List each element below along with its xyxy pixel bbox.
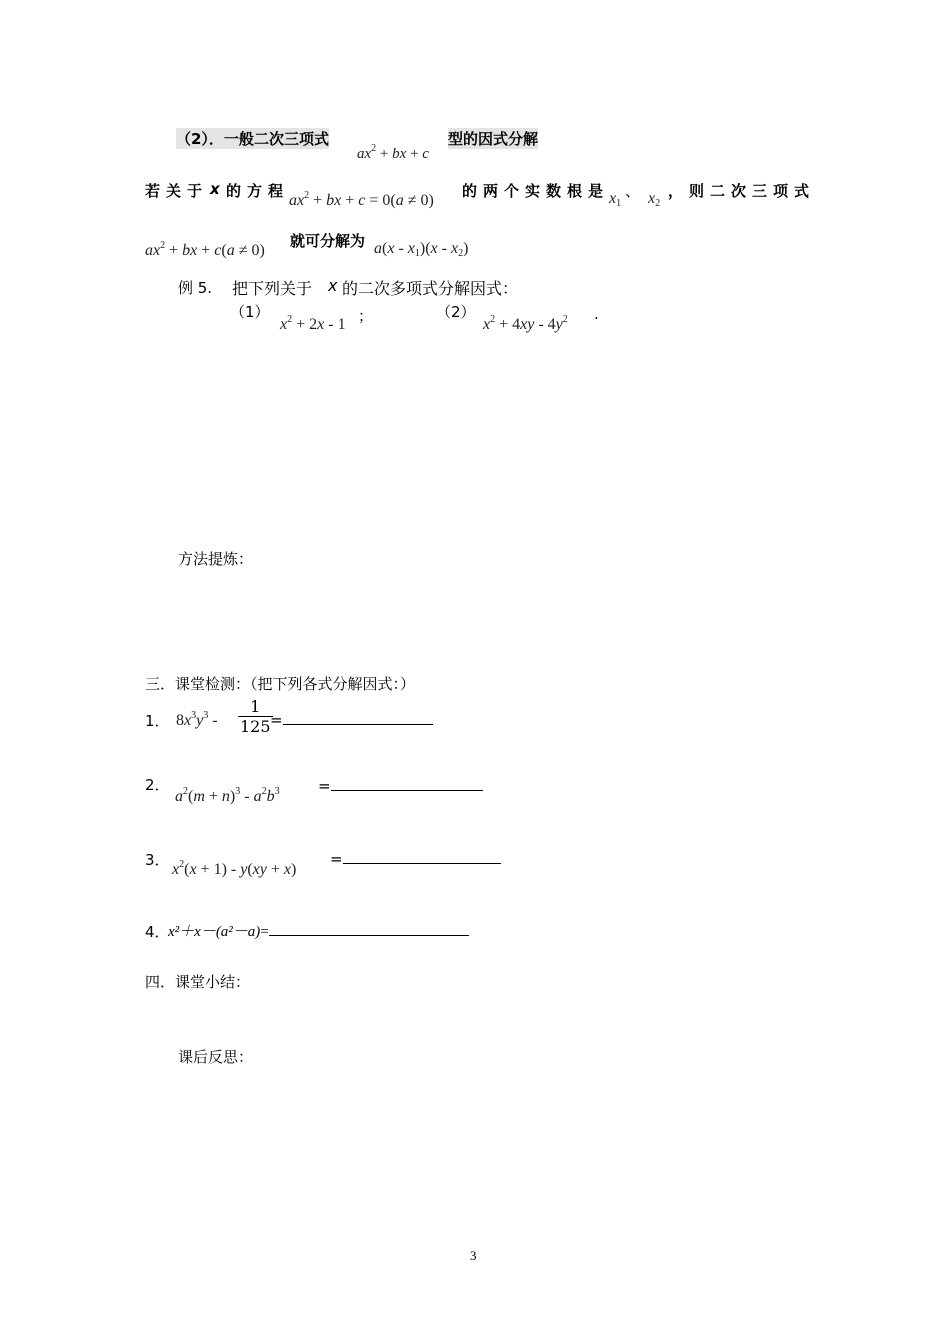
q2-answer-blank[interactable]	[331, 776, 483, 791]
theorem-text-1: 若关于	[145, 182, 209, 200]
q1-fraction	[238, 698, 273, 737]
q1-equals	[270, 710, 433, 729]
theorem-text-3: 的两个实数根是	[462, 182, 610, 200]
q1-answer-blank[interactable]	[283, 710, 433, 725]
theorem-result: $a(x - x_1)(x - x_2)$	[374, 240, 469, 259]
q2-label: 2．	[145, 776, 170, 794]
theorem-expression: $ax^2$ + bx + c(a ≠ 0)	[145, 240, 265, 259]
q4-expression-wrap	[168, 920, 469, 941]
q4-label: 4．	[145, 923, 170, 941]
q2-equals-sign: =	[318, 777, 331, 795]
example5-var-x: x	[328, 276, 338, 295]
method-label: 方法提炼：	[178, 550, 254, 568]
q3-equals	[330, 849, 501, 868]
section2-heading-part1: （2）．一般二次三项式	[176, 130, 329, 148]
theorem-root-2: $x_2$	[648, 190, 661, 209]
q1-label: 1．	[145, 712, 170, 730]
example5-item1-expression: $x^2 + 2x - 1$	[280, 314, 346, 333]
theorem-text-2: 的方程	[226, 182, 290, 200]
page-number: 3	[470, 1248, 477, 1263]
q3-label: 3．	[145, 851, 170, 869]
reflection-label: 课后反思：	[178, 1048, 254, 1066]
q2-equals	[318, 776, 483, 795]
theorem-var-x: x	[210, 180, 220, 198]
example5-item2-expression: $x^2 + 4xy - 4y^2$	[483, 314, 568, 333]
example5-text-2: 的二次多项式分解因式：	[342, 279, 519, 298]
theorem-separator: 、	[625, 182, 641, 200]
q4-equals-sign: =	[260, 924, 269, 940]
section2-heading-math: $ax^2$ + bx + c	[357, 143, 429, 162]
q1-expression: $8x^3y^3$ -	[176, 710, 218, 729]
theorem-equation: $ax^2$ + bx + c = 0(a ≠ 0)	[289, 190, 434, 209]
example5-item1-label: （1）	[230, 303, 270, 321]
q4-expression: x²＋x－(a²－a)	[168, 924, 261, 940]
theorem-text-4: ，则二次三项式	[668, 182, 816, 200]
example5-item1-end: ；	[358, 307, 374, 325]
theorem-text-5: 就可分解为	[290, 232, 366, 250]
q4-answer-blank[interactable]	[269, 921, 469, 936]
q1-equals-sign: =	[270, 711, 283, 729]
q2-expression: $a^2(m + n)^3 - a^2b^3$	[175, 786, 280, 805]
q1-denominator: 125	[240, 717, 271, 736]
section3-heading: 三．课堂检测：（把下列各式分解因式：）	[145, 675, 416, 693]
section2-heading-part2: 型的因式分解	[448, 130, 539, 148]
section4-heading: 四．课堂小结：	[145, 973, 251, 991]
theorem-root-1: $x_1$	[609, 190, 622, 209]
q3-equals-sign: =	[330, 850, 343, 868]
example5-item2-label: （2）	[436, 303, 476, 321]
q3-expression: $x^2(x + 1) - y(xy + x)$	[172, 859, 297, 878]
q3-answer-blank[interactable]	[343, 849, 501, 864]
example5-text-1: 把下列关于	[232, 279, 313, 298]
example5-item2-end: .	[594, 305, 599, 323]
example5-label: 例 5.	[178, 279, 213, 297]
q1-numerator: 1	[250, 697, 261, 716]
